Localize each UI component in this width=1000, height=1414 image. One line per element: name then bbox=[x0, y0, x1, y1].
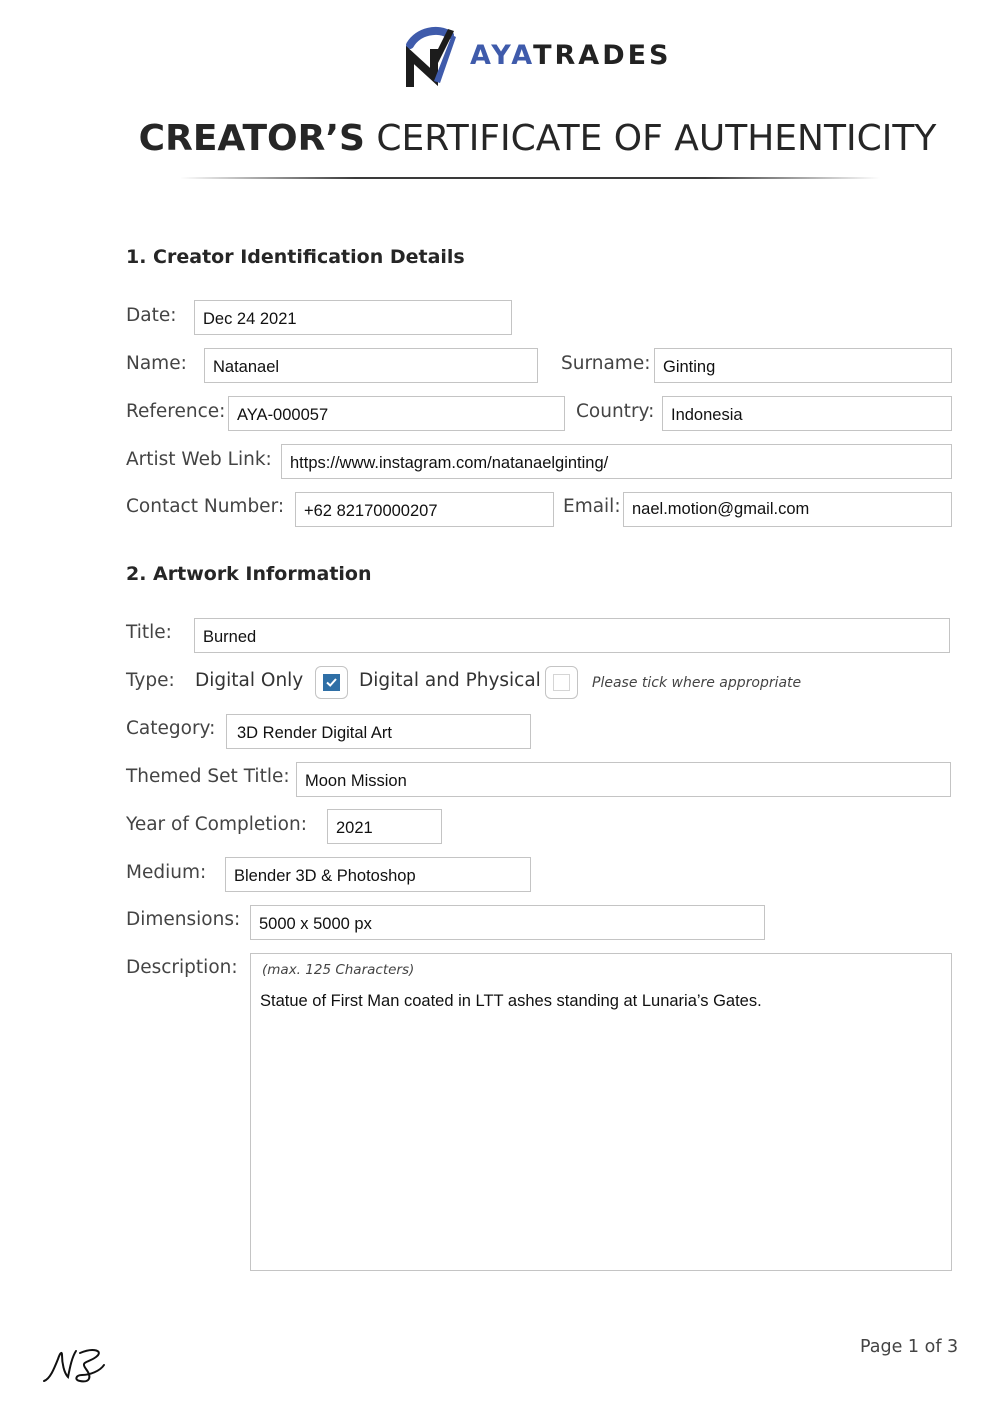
checkbox-empty-icon bbox=[553, 674, 570, 691]
type-label: Type: bbox=[126, 670, 175, 691]
type-note: Please tick where appropriate bbox=[592, 675, 802, 691]
aya-logo-icon bbox=[404, 25, 458, 91]
email-field[interactable]: nael.motion@gmail.com bbox=[623, 492, 952, 527]
category-label: Category: bbox=[126, 718, 216, 739]
surname-field[interactable]: Ginting bbox=[654, 348, 952, 383]
weblink-field[interactable]: https://www.instagram.com/natanaelginting/ bbox=[281, 444, 952, 479]
reference-label: Reference: bbox=[126, 401, 226, 422]
title-divider bbox=[180, 177, 880, 179]
document-title bbox=[0, 118, 1000, 159]
brand-rest: TRADES bbox=[533, 40, 672, 71]
medium-field[interactable]: Blender 3D & Photoshop bbox=[225, 857, 531, 892]
contact-field[interactable]: +62 82170000207 bbox=[295, 492, 554, 527]
section-artwork-heading: 2. Artwork Information bbox=[126, 563, 372, 585]
dimensions-field[interactable]: 5000 x 5000 px bbox=[250, 905, 765, 940]
dimensions-label: Dimensions: bbox=[126, 909, 241, 930]
contact-label: Contact Number: bbox=[126, 496, 285, 517]
medium-label: Medium: bbox=[126, 862, 207, 883]
themed-set-field[interactable]: Moon Mission bbox=[296, 762, 951, 797]
title-field[interactable]: Burned bbox=[194, 618, 950, 653]
description-text: Statue of First Man coated in LTT ashes standing at Lunaria’s Gates. bbox=[260, 992, 762, 1010]
section-creator-heading: 1. Creator Identification Details bbox=[126, 246, 465, 268]
title-rest: CERTIFICATE OF AUTHENTICITY bbox=[376, 118, 937, 159]
digital-and-physical-checkbox[interactable] bbox=[545, 666, 578, 699]
name-field[interactable]: Natanael bbox=[204, 348, 538, 383]
type-both-label: Digital and Physical bbox=[359, 670, 541, 691]
signature-icon bbox=[40, 1345, 110, 1387]
brand-logo bbox=[404, 25, 458, 91]
brand-accent: AYA bbox=[470, 40, 534, 71]
date-label: Date: bbox=[126, 305, 177, 326]
checkbox-checked-icon bbox=[323, 674, 340, 691]
weblink-label: Artist Web Link: bbox=[126, 449, 272, 470]
year-field[interactable]: 2021 bbox=[327, 809, 442, 844]
title-bold: CREATOR’S bbox=[138, 118, 365, 159]
name-label: Name: bbox=[126, 353, 187, 374]
description-hint: (max. 125 Characters) bbox=[262, 962, 415, 978]
page-number: Page 1 of 3 bbox=[860, 1337, 959, 1357]
type-digital-label: Digital Only bbox=[195, 670, 304, 691]
digital-only-checkbox[interactable] bbox=[315, 666, 348, 699]
brand-name bbox=[470, 40, 672, 71]
title-label: Title: bbox=[126, 622, 172, 643]
email-label: Email: bbox=[563, 496, 621, 517]
category-field[interactable]: 3D Render Digital Art bbox=[226, 714, 531, 749]
year-label: Year of Completion: bbox=[126, 814, 307, 835]
signature bbox=[40, 1345, 110, 1392]
surname-label: Surname: bbox=[561, 353, 651, 374]
description-label: Description: bbox=[126, 957, 238, 978]
reference-field[interactable]: AYA-000057 bbox=[228, 396, 565, 431]
date-field[interactable]: Dec 24 2021 bbox=[194, 300, 512, 335]
country-label: Country: bbox=[576, 401, 655, 422]
country-field[interactable]: Indonesia bbox=[662, 396, 952, 431]
themed-set-label: Themed Set Title: bbox=[126, 766, 290, 787]
